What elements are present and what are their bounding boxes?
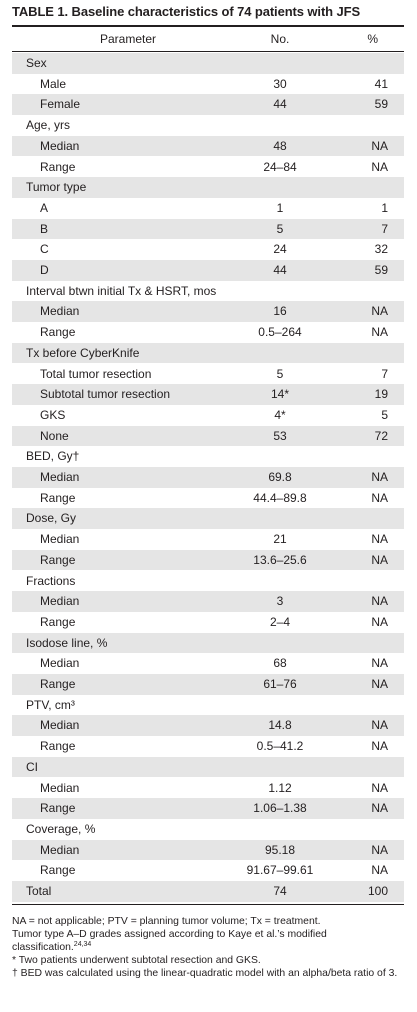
cell-no	[12, 53, 417, 74]
table-header-row	[12, 29, 404, 50]
table-group-row	[12, 343, 404, 364]
table-footnotes	[12, 916, 407, 981]
table-row	[12, 674, 404, 695]
cell-percent: 72	[374, 428, 388, 443]
cell-no: 24–84	[263, 159, 297, 174]
cell-parameter: Range	[40, 863, 76, 878]
table-row	[12, 136, 404, 157]
cell-no: 2–4	[269, 614, 291, 629]
cell-no: 48	[273, 138, 287, 153]
cell-no: 1.12	[268, 780, 292, 795]
cell-percent: NA	[371, 325, 388, 340]
cell-parameter: Median	[40, 138, 80, 153]
cell-percent: NA	[371, 532, 388, 547]
cell-no	[12, 819, 417, 840]
table-row	[12, 467, 404, 488]
cell-percent: 7	[381, 221, 388, 236]
cell-parameter: Tx before CyberKnife	[26, 345, 140, 360]
cell-percent: NA	[371, 594, 388, 609]
cell-percent: NA	[371, 780, 388, 795]
cell-parameter: Range	[40, 739, 76, 754]
cell-parameter: C	[40, 242, 49, 257]
cell-no: 4*	[274, 407, 286, 422]
cell-parameter: Fractions	[26, 573, 76, 588]
cell-percent: 59	[374, 263, 388, 277]
cell-no	[12, 633, 417, 654]
cell-percent: 19	[374, 387, 388, 402]
table-row	[12, 219, 404, 240]
cell-no: 21	[273, 532, 287, 547]
table-group-row	[12, 571, 404, 592]
cell-no	[12, 343, 417, 364]
cell-no: 0.5–264	[258, 325, 302, 340]
table-group-row	[12, 177, 404, 198]
table-row	[12, 157, 404, 178]
cell-no: 3	[276, 594, 284, 609]
table-row	[12, 260, 404, 281]
cell-percent: NA	[371, 470, 388, 484]
cell-no: 16	[273, 304, 287, 319]
table-row	[12, 74, 404, 95]
table-row	[12, 778, 404, 799]
cell-percent: NA	[371, 842, 388, 857]
table-row	[12, 364, 404, 385]
cell-parameter: Range	[40, 677, 76, 691]
cell-percent: NA	[371, 863, 388, 878]
cell-parameter: Tumor type	[26, 180, 87, 195]
cell-no	[12, 177, 417, 198]
cell-parameter: Median	[40, 656, 80, 671]
cell-parameter: None	[40, 428, 69, 443]
table-group-row	[12, 281, 404, 302]
header-parameter: Parameter	[99, 32, 157, 46]
cell-parameter: GKS	[40, 407, 66, 422]
cell-parameter: CI	[26, 759, 38, 774]
table-row	[12, 488, 404, 509]
cell-parameter: Range	[40, 552, 76, 567]
cell-percent: NA	[371, 552, 388, 567]
cell-no: 13.6–25.6	[253, 552, 307, 567]
cell-percent: NA	[371, 614, 388, 629]
cell-no: 91.67–99.61	[246, 863, 314, 878]
cell-parameter: Subtotal tumor resection	[40, 387, 171, 402]
cell-parameter: A	[40, 200, 49, 215]
table-row	[12, 198, 404, 219]
cell-no	[12, 508, 417, 529]
cell-no: 44	[273, 97, 287, 112]
cell-percent: 41	[374, 76, 388, 91]
cell-no: 1.06–1.38	[253, 801, 307, 816]
footnote-tumor-type-text: Tumor type A–D grades assigned according to Kaye et al.’s modified classification.	[12, 928, 327, 953]
table-row	[12, 653, 404, 674]
cell-parameter: Isodose line, %	[26, 635, 108, 650]
table-row	[12, 239, 404, 260]
header-percent: %	[367, 32, 378, 46]
cell-parameter: B	[40, 221, 49, 236]
cell-no: 5	[276, 221, 284, 236]
table-row	[12, 736, 404, 757]
cell-parameter: Range	[40, 159, 76, 174]
cell-percent: 32	[374, 242, 388, 257]
cell-parameter: Range	[40, 490, 76, 505]
table-row	[12, 550, 404, 571]
cell-parameter: Female	[40, 97, 81, 112]
cell-no	[12, 695, 417, 716]
cell-parameter: Dose, Gy	[26, 511, 77, 526]
header-rule	[12, 51, 404, 52]
footnote-abbreviations: NA = not applicable; PTV = planning tumor volume; Tx = treatment.	[12, 916, 321, 927]
table-title: TABLE 1. Baseline characteristics of 74 patients with JFS	[12, 4, 361, 19]
cell-parameter: Range	[40, 801, 76, 816]
table-group-row	[12, 695, 404, 716]
table-row	[12, 384, 404, 405]
cell-percent: NA	[371, 677, 388, 691]
cell-no	[12, 571, 417, 592]
cell-no: 61–76	[263, 677, 297, 691]
footnote-tumor-type-refs: 24,34	[73, 940, 92, 948]
cell-parameter: Male	[40, 76, 67, 91]
cell-no: 68	[273, 656, 287, 671]
cell-no: 69.8	[268, 470, 292, 484]
cell-parameter: Median	[40, 842, 80, 857]
table-row	[12, 529, 404, 550]
table-group-row	[12, 53, 404, 74]
table-group-row	[12, 633, 404, 654]
cell-no: 24	[273, 242, 287, 257]
table-row	[12, 612, 404, 633]
table-top-rule	[12, 25, 404, 27]
cell-parameter: Median	[40, 780, 80, 795]
cell-parameter: BED, Gy†	[26, 449, 80, 464]
table-group-row	[12, 115, 404, 136]
cell-no	[12, 757, 417, 778]
table-group-row	[12, 881, 404, 902]
cell-no: 14*	[270, 387, 290, 402]
cell-percent: 59	[374, 97, 388, 112]
cell-parameter: Median	[40, 594, 80, 609]
table-row	[12, 405, 404, 426]
cell-parameter: Coverage, %	[26, 821, 96, 836]
table-group-row	[12, 757, 404, 778]
table-group-row	[12, 819, 404, 840]
cell-no: 95.18	[264, 842, 296, 857]
cell-percent: NA	[371, 718, 388, 733]
cell-parameter: Age, yrs	[26, 118, 71, 133]
footnote-dagger: † BED was calculated using the linear-quadratic model with an alpha/beta ratio of 3.	[12, 967, 398, 979]
cell-no: 74	[273, 884, 287, 898]
cell-parameter: Sex	[26, 56, 47, 70]
cell-percent: NA	[371, 801, 388, 816]
table-row	[12, 301, 404, 322]
cell-no	[12, 446, 417, 467]
cell-no	[12, 115, 417, 136]
cell-no: 0.5–41.2	[256, 739, 304, 754]
cell-no: 53	[273, 428, 287, 443]
cell-percent: NA	[371, 304, 388, 319]
cell-parameter: PTV, cm³	[26, 697, 75, 712]
cell-no: 44.4–89.8	[253, 490, 307, 505]
cell-no: 1	[276, 200, 284, 215]
table-row	[12, 860, 404, 881]
cell-parameter: Median	[40, 718, 80, 733]
cell-no: 44	[273, 263, 287, 277]
cell-no: 30	[273, 76, 287, 91]
table-bottom-rule	[12, 904, 404, 905]
cell-percent: 5	[381, 407, 388, 422]
table-row	[12, 715, 404, 736]
cell-no: 14.8	[268, 718, 292, 733]
cell-percent: NA	[371, 138, 388, 153]
cell-parameter: Range	[40, 614, 76, 629]
cell-percent: NA	[371, 656, 388, 671]
cell-percent: 100	[367, 884, 388, 898]
footnote-star: * Two patients underwent subtotal resection and GKS.	[12, 954, 261, 966]
cell-no	[12, 281, 417, 302]
cell-percent: NA	[371, 159, 388, 174]
table-row	[12, 840, 404, 861]
table-row	[12, 94, 404, 115]
cell-parameter: Range	[40, 325, 76, 340]
table-row	[12, 591, 404, 612]
cell-percent: NA	[371, 490, 388, 505]
table-row	[12, 322, 404, 343]
table-group-row	[12, 446, 404, 467]
table-group-row	[12, 508, 404, 529]
footnote-tumor-type	[12, 929, 407, 955]
cell-parameter: Median	[40, 470, 80, 484]
cell-parameter: Total	[26, 884, 52, 898]
cell-parameter: Median	[40, 304, 80, 319]
cell-parameter: D	[40, 263, 49, 277]
header-no: No.	[270, 32, 290, 46]
cell-no: 5	[276, 366, 284, 381]
cell-percent: 7	[381, 366, 388, 381]
cell-parameter: Median	[40, 532, 80, 547]
cell-percent: NA	[371, 739, 388, 754]
cell-parameter: Total tumor resection	[40, 366, 152, 381]
table-row	[12, 798, 404, 819]
cell-percent: 1	[381, 200, 388, 215]
table-row	[12, 426, 404, 447]
cell-parameter: Interval btwn initial Tx & HSRT, mos	[26, 283, 217, 298]
